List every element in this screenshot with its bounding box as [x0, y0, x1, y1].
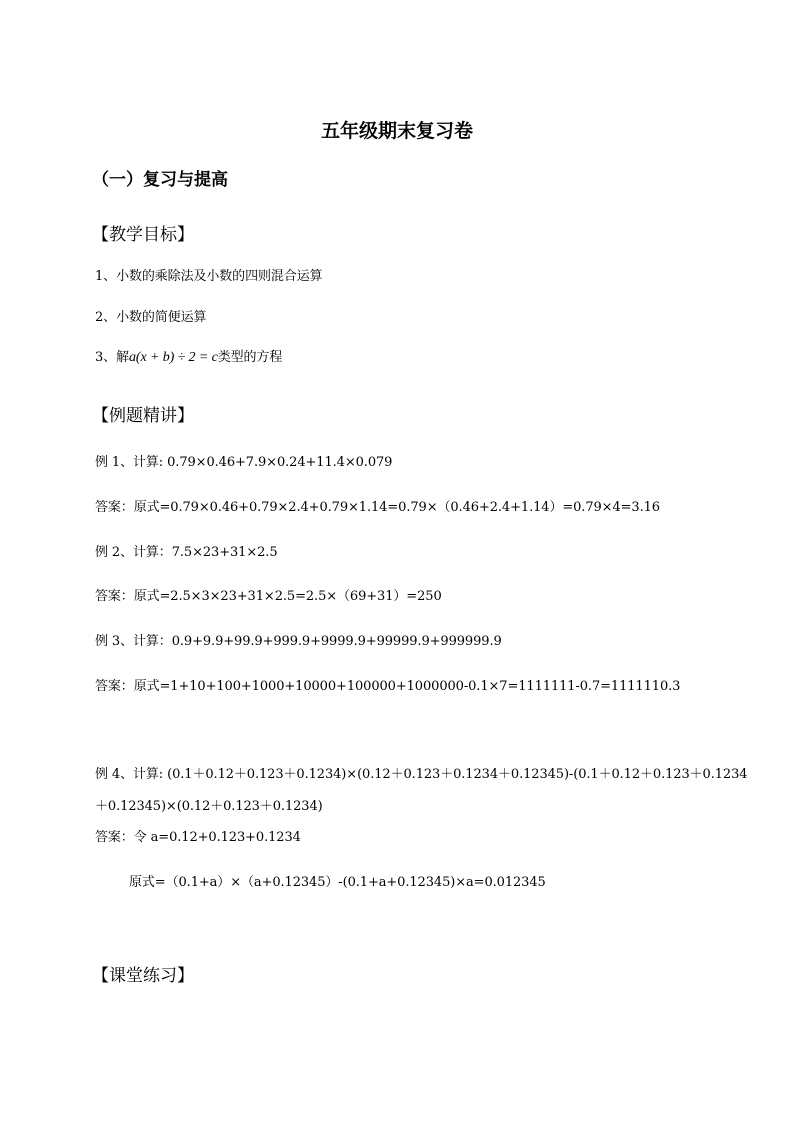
- section-heading: （一）复习与提高: [92, 170, 228, 190]
- equation-formula: a(x + b) ÷ 2 = c: [128, 350, 218, 365]
- practice-heading: 【课堂练习】: [92, 966, 194, 986]
- example-1-question: 例 1、计算: 0.79×0.46+7.9×0.24+11.4×0.079: [95, 455, 393, 470]
- example-4-answer-line-1: 答案：令 a=0.12+0.123+0.1234: [95, 830, 301, 845]
- example-3-question: 例 3、计算：0.9+9.9+99.9+999.9+9999.9+99999.9+999999.9: [95, 634, 502, 649]
- objective-item-3: [95, 346, 282, 366]
- objective-item-1: 1、小数的乘除法及小数的四则混合运算: [95, 269, 323, 284]
- objective-item-2: 2、小数的简便运算: [95, 310, 207, 325]
- example-2-question: 例 2、计算：7.5×23+31×2.5: [95, 545, 278, 560]
- objectives-heading: 【教学目标】: [92, 225, 194, 245]
- example-4-question-line-1: 例 4、计算: (0.1＋0.12＋0.123＋0.1234)×(0.12＋0.123＋0.1234＋0.12345)-(0.1＋0.12＋0.123＋0.1234: [95, 767, 748, 782]
- objective-item-3-suffix: 类型的方程: [217, 350, 283, 365]
- example-1-answer: 答案：原式=0.79×0.46+0.79×2.4+0.79×1.14=0.79×（0.46+2.4+1.14）=0.79×4=3.16: [95, 500, 660, 515]
- example-3-answer: 答案：原式=1+10+100+1000+10000+100000+1000000-0.1×7=1111111-0.7=1111110.3: [95, 679, 681, 694]
- example-4-answer-line-2: 原式=（0.1+a）×（a+0.12345）-(0.1+a+0.12345)×a=0.012345: [129, 875, 546, 890]
- objective-item-3-prefix: 3、解: [95, 350, 129, 365]
- examples-heading: 【例题精讲】: [92, 406, 194, 426]
- example-4-question-line-2: ＋0.12345)×(0.12＋0.123＋0.1234): [95, 799, 323, 814]
- page-title: 五年级期末复习卷: [320, 120, 473, 142]
- example-2-answer: 答案：原式=2.5×3×23+31×2.5=2.5×（69+31）=250: [95, 589, 442, 604]
